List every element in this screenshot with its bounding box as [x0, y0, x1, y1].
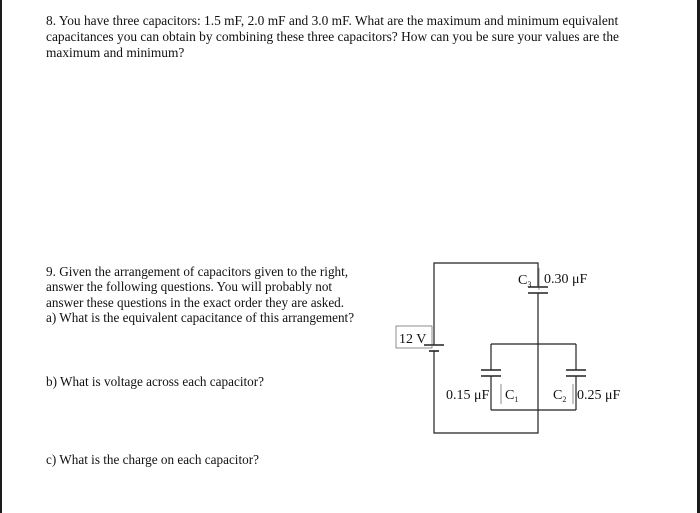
c1-letter: C	[505, 388, 515, 403]
c2-label	[553, 388, 566, 404]
c3-label	[518, 273, 531, 289]
c1-label	[505, 388, 518, 404]
question-9-line-1: 9. Given the arrangement of capacitors given to the right,	[46, 264, 349, 279]
question-8-line-1: 8. You have three capacitors: 1.5 mF, 2.0 mF and 3.0 mF. What are the maximum and minimum equivalent	[46, 13, 619, 28]
c1-subscript: 1	[514, 395, 519, 404]
c3-letter: C	[518, 273, 528, 288]
c2-value: 0.25 μF	[577, 388, 621, 403]
question-9-line-2: answer the following questions. You will probably not	[46, 279, 333, 295]
c2-letter: C	[553, 388, 563, 403]
capacitor-c2	[553, 370, 621, 404]
question-9-part-b: b) What is voltage across each capacitor?	[46, 374, 264, 389]
question-9-part-a: a) What is the equivalent capacitance of this arrangement?	[46, 310, 355, 326]
c1-value: 0.15 μF	[446, 388, 490, 403]
c2-subscript: 2	[562, 395, 567, 404]
capacitor-c1	[446, 370, 518, 404]
battery-symbol	[396, 326, 444, 356]
question-8-line-3: maximum and minimum?	[46, 45, 185, 60]
question-9-part-c: c) What is the charge on each capacitor?	[46, 452, 259, 467]
question-9-line-3: answer these questions in the exact order they are asked.	[46, 294, 345, 310]
circuit-wires	[434, 263, 576, 433]
c3-value: 0.30 μF	[544, 272, 588, 287]
capacitor-c3	[518, 268, 588, 293]
question-8-line-2: capacitances you can obtain by combining these three capacitors? How can you be sure your values are the	[46, 29, 619, 44]
c3-subscript: 3	[527, 280, 532, 289]
battery-label: 12 V	[399, 332, 427, 347]
